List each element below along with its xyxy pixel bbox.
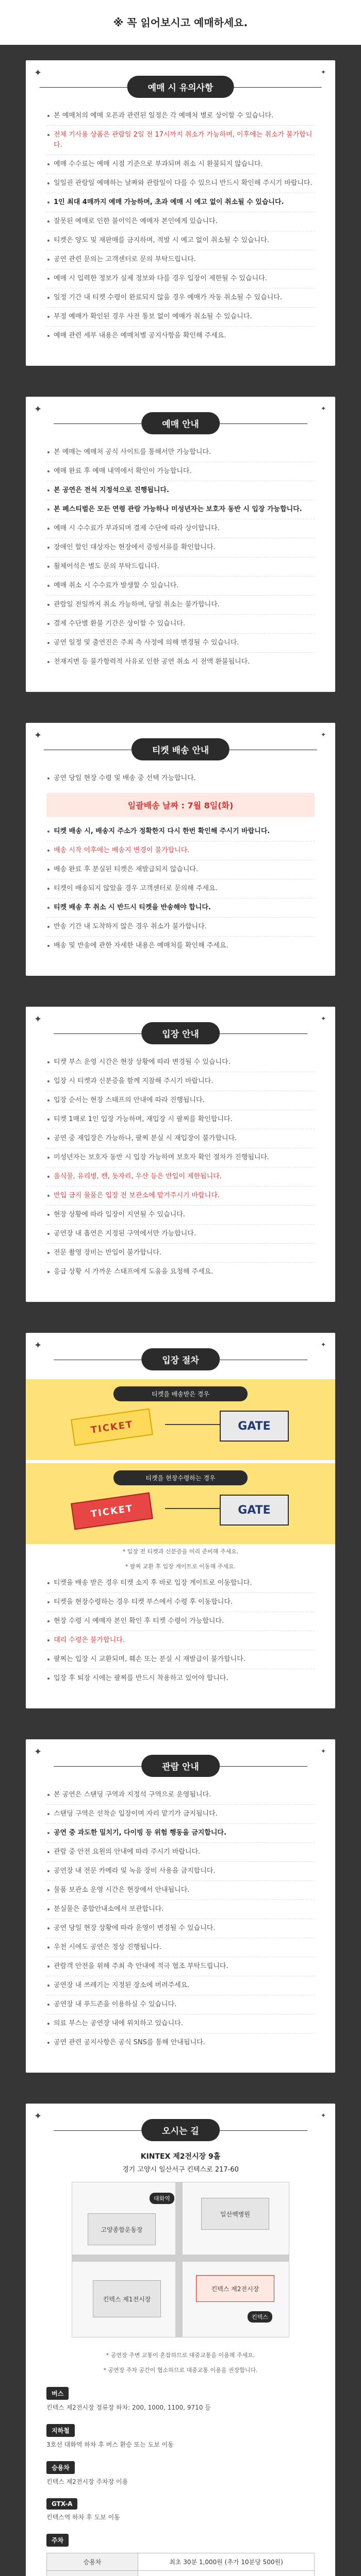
flow-band-1 [26, 1379, 335, 1460]
list-item: 본 예매처의 예매 오픈과 관련된 일정은 각 예매처 별로 상이할 수 있습니다. [46, 107, 315, 126]
list-item: 공연 일정 및 출연진은 주최 측 사정에 의해 변경될 수 있습니다. [46, 634, 315, 653]
map-note: * 공연장 주차 공간이 협소하므로 대중교통 이용을 권장합니다. [103, 2367, 258, 2374]
list-item: 부정 예매가 확인된 경우 사전 통보 없이 예매가 취소될 수 있습니다. [46, 308, 315, 327]
parking-value: 최초 30분 1,000원 (추가 10분당 500원) [138, 2553, 315, 2571]
list-item: 티켓을 현장수령하는 경우 티켓 부스에서 수령 후 이동합니다. [46, 1593, 315, 1612]
venue-map[interactable] [72, 2182, 289, 2337]
list-item: 잘못된 예매로 인한 불이익은 예매자 본인에게 있습니다. [46, 212, 315, 231]
card-booking [26, 60, 335, 366]
list-item: 공연 당일 현장 상황에 따라 운영이 변경될 수 있습니다. [46, 1919, 315, 1938]
list-item: 1인 최대 4매까지 예매 가능하며, 초과 예매 시 예고 없이 취소될 수 있습니다. [46, 193, 315, 212]
subway-text: 3호선 대화역 하차 후 버스 환승 또는 도보 이동 [46, 2441, 174, 2448]
list-item: 예매 취소 시 수수료가 발생할 수 있습니다. [46, 577, 315, 596]
list-item: 일일권 관람일 예매하는 날짜와 관람일이 다를 수 있으니 반드시 확인해 주시기 바랍니다. [46, 174, 315, 193]
list-item: 예매 관련 세부 내용은 예매처별 공지사항을 확인해 주세요. [46, 327, 315, 345]
flow-label-onsite: 티켓을 현장수령하는 경우 [113, 1470, 248, 1485]
venue-address: 경기 고양시 일산서구 킨텍스로 217-60 [122, 2166, 239, 2174]
list-item: 현장 수령 시 예매자 본인 확인 후 티켓 수령이 가능합니다. [46, 1612, 315, 1631]
gate-icon: GATE [220, 1411, 289, 1442]
flow-band-2 [26, 1463, 335, 1544]
flow-diagram-delivered [52, 1398, 309, 1460]
list-item: 반송 기간 내 도착하지 않은 경우 취소가 불가합니다. [46, 918, 315, 937]
list-item: 배송 및 반송에 관한 자세한 내용은 예매처를 확인해 주세요. [46, 937, 315, 955]
star-icon: ✦ [320, 2112, 326, 2119]
section-title: 관람 안내 [141, 1755, 220, 1777]
subway-info [26, 2415, 335, 2452]
list-item: 휠체어석은 별도 문의 부탁드립니다. [46, 557, 315, 577]
list-item: 팔찌는 입장 시 교환되며, 훼손 또는 분실 시 재발급이 불가합니다. [46, 1650, 315, 1669]
list-item: 응급 상황 시 가까운 스태프에게 도움을 요청해 주세요. [46, 1263, 315, 1281]
ticket-icon: TICKET [71, 1409, 153, 1446]
list-item: 공연장 내 푸드존을 이용하실 수 있습니다. [46, 1995, 315, 2014]
list-item: 티켓 배송 후 취소 시 반드시 티켓을 반송해야 합니다. [46, 899, 315, 918]
star-icon: ✦ [320, 1748, 326, 1755]
section-title: 오시는 길 [141, 2119, 220, 2141]
list-item: 티켓은 양도 및 재판매를 금지하며, 적발 시 예고 없이 취소될 수 있습니다. [46, 231, 315, 250]
list-item: 본 예매는 예매처 공식 사이트를 통해서만 가능합니다. [46, 443, 315, 462]
venue-name: KINTEX 제2전시장 9홀 [140, 2153, 221, 2161]
list-item: 관람 중 안전 요원의 안내에 따라 주시기 바랍니다. [46, 1843, 315, 1862]
booking-list [26, 107, 335, 345]
list-item: 반입 금지 물품은 입장 전 보관소에 맡겨주시기 바랍니다. [46, 1187, 315, 1206]
section-title: 예매 시 유의사항 [127, 76, 234, 98]
list-item: 예매 수수료는 예매 시점 기준으로 부과되며 취소 시 환불되지 않습니다. [46, 155, 315, 174]
section-title: 예매 안내 [141, 412, 220, 434]
table-row [47, 2571, 315, 2576]
list-item: 예매 완료 후 예매 내역에서 확인이 가능합니다. [46, 462, 315, 481]
list-item: 본 공연은 스탠딩 구역과 지정석 구역으로 운영됩니다. [46, 1786, 315, 1805]
star-icon: ✦ [34, 2111, 42, 2122]
map-kintex1: 킨텍스 제1전시장 [93, 2280, 161, 2317]
map-note: * 공연장 주변 교통이 혼잡하므로 대중교통을 이용해 주세요. [106, 2352, 255, 2359]
card-entry [26, 1007, 335, 1302]
list-item: 현장 상황에 따라 입장이 지연될 수 있습니다. [46, 1206, 315, 1225]
map-parking: 고양종합운동장 [88, 2213, 156, 2245]
delivery-list [26, 822, 335, 955]
map-kintex2: 킨텍스 제2전시장 [196, 2275, 274, 2302]
list-item: 공연 관련 공지사항은 공식 SNS를 통해 안내됩니다. [46, 2033, 315, 2052]
procedure-list [26, 1574, 335, 1688]
section-title: 입장 절차 [141, 1348, 220, 1370]
list-item: 예매 시 수수료가 부과되며 결제 수단에 따라 상이합니다. [46, 519, 315, 538]
star-icon: ✦ [34, 67, 42, 78]
list-item: 공연 중 과도한 밀치기, 다이빙 등 위험 행동을 금지합니다. [46, 1824, 315, 1843]
gtx-text: 킨텍스역 하차 후 도보 이동 [46, 2514, 120, 2521]
section-refund [0, 381, 361, 707]
refund-list [26, 443, 335, 671]
list-item: 천재지변 등 불가항력적 사유로 인한 공연 취소 시 전액 환불됩니다. [46, 653, 315, 671]
card-delivery [26, 723, 335, 976]
card-refund [26, 397, 335, 692]
parking-label: 승용차 [47, 2553, 138, 2571]
list-item: 물품 보관소 운영 시간은 현장에서 안내됩니다. [46, 1881, 315, 1900]
flow-label-delivered: 티켓을 배송받은 경우 [113, 1386, 248, 1401]
list-item: 대리 수령은 불가합니다. [46, 1631, 315, 1650]
list-item: 입장 순서는 현장 스태프의 안내에 따라 진행됩니다. [46, 1091, 315, 1110]
star-icon: ✦ [34, 1014, 42, 1025]
list-item: 전문 촬영 장비는 반입이 불가합니다. [46, 1244, 315, 1263]
section-title: 입장 안내 [141, 1022, 220, 1044]
parking-head: 주차 [46, 2534, 69, 2547]
card-viewing [26, 1739, 335, 2073]
list-item: 본 공연은 전석 지정석으로 진행됩니다. [46, 481, 315, 500]
list-item: 스탠딩 구역은 선착순 입장이며 자리 맡기가 금지됩니다. [46, 1805, 315, 1824]
star-icon: ✦ [320, 69, 326, 76]
list-item: 공연 관련 문의는 고객센터로 문의 부탁드립니다. [46, 250, 315, 269]
delivery-lead: 공연 당일 현장 수령 및 배송 중 선택 가능합니다. [46, 769, 315, 788]
bus-text: 킨텍스 제2전시장 정류장 하차: 200, 1000, 1100, 9710 등 [46, 2404, 211, 2411]
star-icon: ✦ [320, 1015, 326, 1022]
star-icon: ✦ [34, 1340, 42, 1351]
section-delivery [0, 707, 361, 991]
parking-value [138, 2571, 315, 2576]
list-item: 공연장 내 흡연은 지정된 구역에서만 가능합니다. [46, 1225, 315, 1244]
entry-list [26, 1053, 335, 1281]
list-item: 공연장 내 쓰레기는 지정된 장소에 버려주세요. [46, 1976, 315, 1995]
ticket-icon: TICKET [71, 1493, 153, 1530]
list-item: 관람일 전일까지 취소 가능하며, 당일 취소는 불가합니다. [46, 596, 315, 615]
list-item: 티켓 1매로 1인 입장 가능하며, 재입장 시 팔찌를 확인합니다. [46, 1110, 315, 1129]
map-road [175, 2182, 183, 2337]
list-item: 입장 시 티켓과 신분증을 함께 지참해 주시기 바랍니다. [46, 1072, 315, 1091]
section-booking [0, 45, 361, 381]
list-item: 결제 수단별 환불 기간은 상이할 수 있습니다. [46, 615, 315, 634]
list-item: 배송 시작 이후에는 배송지 변경이 불가합니다. [46, 841, 315, 860]
car-head: 승용차 [46, 2461, 75, 2474]
parking-info [26, 2524, 335, 2576]
card-directions [26, 2104, 335, 2576]
list-item: 본 페스티벌은 모든 연령 관람 가능하나 미성년자는 보호자 동반 시 입장 가능합니다. [46, 500, 315, 519]
bus-info [26, 2378, 335, 2415]
list-item: 공연장 내 전문 카메라 및 녹음 장비 사용을 금지합니다. [46, 1862, 315, 1881]
star-icon: ✦ [34, 730, 42, 741]
section-viewing [0, 1724, 361, 2088]
list-item: 미성년자는 보호자 동반 시 입장 가능하며 보호자 확인 절차가 진행됩니다. [46, 1148, 315, 1167]
delivery-date-highlight: 일괄배송 날짜 : 7월 8일(화) [46, 793, 315, 817]
star-icon: ✦ [320, 405, 326, 412]
list-item: 티켓을 배송 받은 경우 티켓 소지 후 바로 입장 게이트로 이동합니다. [46, 1574, 315, 1593]
table-row [47, 2553, 315, 2571]
flow-diagram-onsite [52, 1482, 309, 1544]
list-item: 관람객 안전을 위해 주최 측 안내에 적극 협조 부탁드립니다. [46, 1957, 315, 1976]
subway-head: 지하철 [46, 2424, 75, 2437]
map-station-label: 대화역 [150, 2193, 174, 2204]
list-item: 장애인 할인 대상자는 현장에서 증빙서류를 확인합니다. [46, 538, 315, 557]
list-item: 전체 기사용 상품은 관람일 2일 전 17시까지 취소가 가능하며, 이후에는 취소가 불가합니다. [46, 126, 315, 155]
section-entry [0, 991, 361, 1317]
list-item: 일정 기간 내 티켓 수령이 완료되지 않을 경우 예매가 자동 취소될 수 있습니다. [46, 289, 315, 308]
list-item: 입장 후 퇴장 시에는 팔찌를 반드시 착용하고 있어야 합니다. [46, 1669, 315, 1688]
star-icon: ✦ [320, 1341, 326, 1348]
map-lake-label: 킨텍스 [248, 2311, 272, 2323]
car-text: 킨텍스 제2전시장 주차장 이용 [46, 2478, 128, 2485]
car-info [26, 2452, 335, 2489]
list-item: 음식물, 유리병, 캔, 돗자리, 우산 등은 반입이 제한됩니다. [46, 1167, 315, 1187]
star-icon: ✦ [320, 731, 326, 738]
gate-icon: GATE [220, 1495, 289, 1526]
procedure-note: * 입장 전 티켓과 신분증을 미리 준비해 주세요. [122, 1548, 239, 1555]
map-hotel: 일산백병원 [201, 2198, 269, 2230]
list-item: 공연 중 재입장은 가능하나, 팔찌 분실 시 재입장이 불가합니다. [46, 1129, 315, 1148]
top-notice: ※ 꼭 읽어보시고 예매하세요. [0, 0, 361, 45]
procedure-note: * 팔찌 교환 후 입장 게이트로 이동해 주세요. [125, 1563, 236, 1570]
gtx-head: GTX-A [46, 2498, 77, 2510]
list-item: 우천 시에도 공연은 정상 진행됩니다. [46, 1938, 315, 1957]
section-title: 티켓 배송 안내 [132, 738, 229, 760]
list-item: 티켓이 배송되지 않았을 경우 고객센터로 문의해 주세요. [46, 879, 315, 899]
card-procedure [26, 1333, 335, 1708]
gtx-info [26, 2489, 335, 2524]
list-item: 의료 부스는 공연장 내에 위치하고 있습니다. [46, 2014, 315, 2033]
list-item: 티켓 부스 운영 시간은 현장 상황에 따라 변경될 수 있습니다. [46, 1053, 315, 1072]
list-item: 예매 시 입력한 정보가 실제 정보와 다를 경우 입장이 제한될 수 있습니다. [46, 269, 315, 289]
parking-table [46, 2553, 315, 2576]
star-icon: ✦ [34, 404, 42, 415]
section-procedure [0, 1317, 361, 1724]
list-item: 티켓 배송 시, 배송지 주소가 정확한지 다시 한번 확인해 주시기 바랍니다. [46, 822, 315, 841]
star-icon: ✦ [34, 1747, 42, 1757]
section-directions [0, 2088, 361, 2576]
list-item: 배송 완료 후 분실된 티켓은 재발급되지 않습니다. [46, 860, 315, 879]
viewing-list [26, 1786, 335, 2052]
bus-head: 버스 [46, 2387, 69, 2400]
parking-label [47, 2571, 138, 2576]
list-item: 분실물은 종합안내소에서 보관합니다. [46, 1900, 315, 1919]
